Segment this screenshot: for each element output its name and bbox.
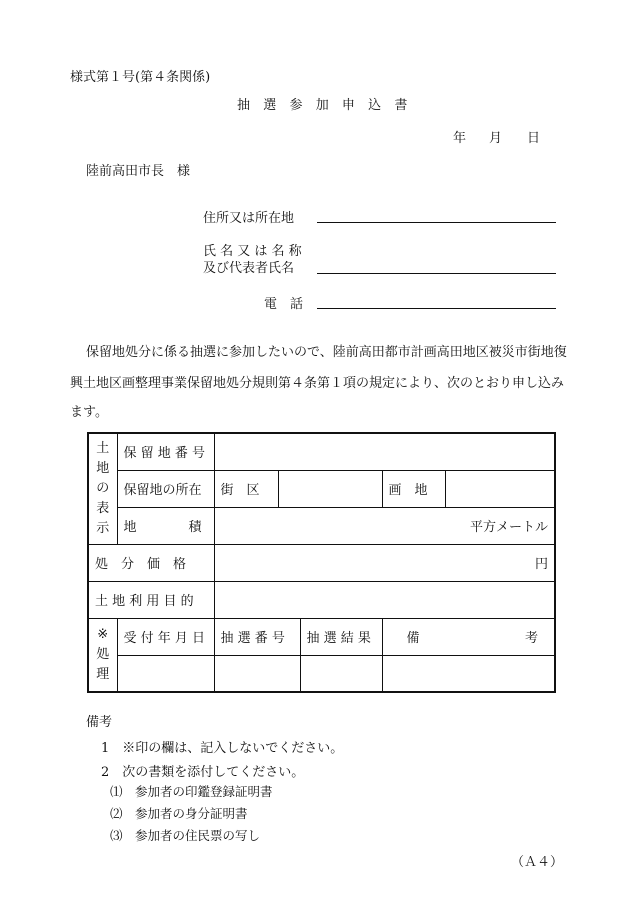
addressee: 陸前高田市長 様	[86, 164, 191, 179]
area-label: 地 積	[117, 507, 214, 544]
phone-label: 電 話	[264, 297, 304, 312]
price-unit: 円	[535, 557, 549, 572]
note-item-1: 1 ※印の欄は、記入しないでください。	[101, 741, 344, 756]
processing-label: ※ 処 理	[88, 618, 117, 692]
plot-field[interactable]	[445, 470, 555, 507]
block-label: 街 区	[214, 470, 278, 507]
remarks-field	[382, 655, 555, 692]
lot-number-label: 保 留 地 番 号	[117, 433, 214, 470]
application-table	[87, 432, 556, 693]
lot-number-field[interactable]	[214, 433, 555, 470]
block-field[interactable]	[278, 470, 382, 507]
lot-location-label: 保留地の所在	[117, 470, 214, 507]
lottery-result-label: 抽 選 結 果	[300, 618, 382, 655]
area-field[interactable]	[214, 507, 555, 544]
plot-label: 画 地	[382, 470, 445, 507]
area-unit: 平方メートル	[470, 520, 549, 535]
page-title: 抽 選 参 加 申 込 書	[237, 98, 412, 113]
received-date-label: 受 付 年 月 日	[117, 618, 214, 655]
note-sub-item-2: ⑵ 参加者の身分証明書	[110, 806, 248, 821]
note-item-2: 2 次の書類を添付してください。	[101, 765, 305, 780]
lottery-result-field	[300, 655, 382, 692]
body-line-2: 興土地区画整理事業保留地処分規則第４条第１項の規定により、次のとおり申し込み	[70, 376, 565, 391]
lottery-number-label: 抽 選 番 号	[214, 618, 300, 655]
name-label-line2: 及び代表者氏名	[203, 261, 295, 276]
address-field[interactable]	[317, 222, 556, 223]
note-sub-item-1: ⑴ 参加者の印鑑登録証明書	[110, 784, 273, 799]
name-field[interactable]	[317, 273, 556, 274]
body-line-1: 保留地処分に係る抽選に参加したいので、陸前高田都市計画高田地区被災市街地復	[86, 345, 567, 360]
date-day-label: 日	[527, 131, 541, 146]
body-line-3: ます。	[70, 405, 108, 420]
purpose-field[interactable]	[214, 581, 555, 618]
notes-heading: 備考	[86, 715, 113, 730]
price-label: 処 分 価 格	[88, 544, 214, 581]
lottery-number-field	[214, 655, 300, 692]
paper-size: （Ａ４）	[511, 855, 564, 870]
note-sub-item-3: ⑶ 参加者の住民票の写し	[110, 828, 261, 843]
form-number: 様式第１号(第４条関係)	[70, 70, 211, 85]
address-label: 住所又は所在地	[203, 211, 295, 226]
purpose-label: 土 地 利 用 目 的	[88, 581, 214, 618]
date-month-label: 月	[489, 131, 503, 146]
remarks-label: 備 考	[382, 618, 555, 655]
name-label-line1: 氏 名 又 は 名 称	[203, 244, 302, 259]
received-date-field	[117, 655, 214, 692]
date-year-label: 年	[453, 131, 467, 146]
land-display-label: 土 地 の 表 示	[88, 433, 117, 544]
phone-field[interactable]	[317, 308, 556, 309]
price-field[interactable]	[214, 544, 555, 581]
